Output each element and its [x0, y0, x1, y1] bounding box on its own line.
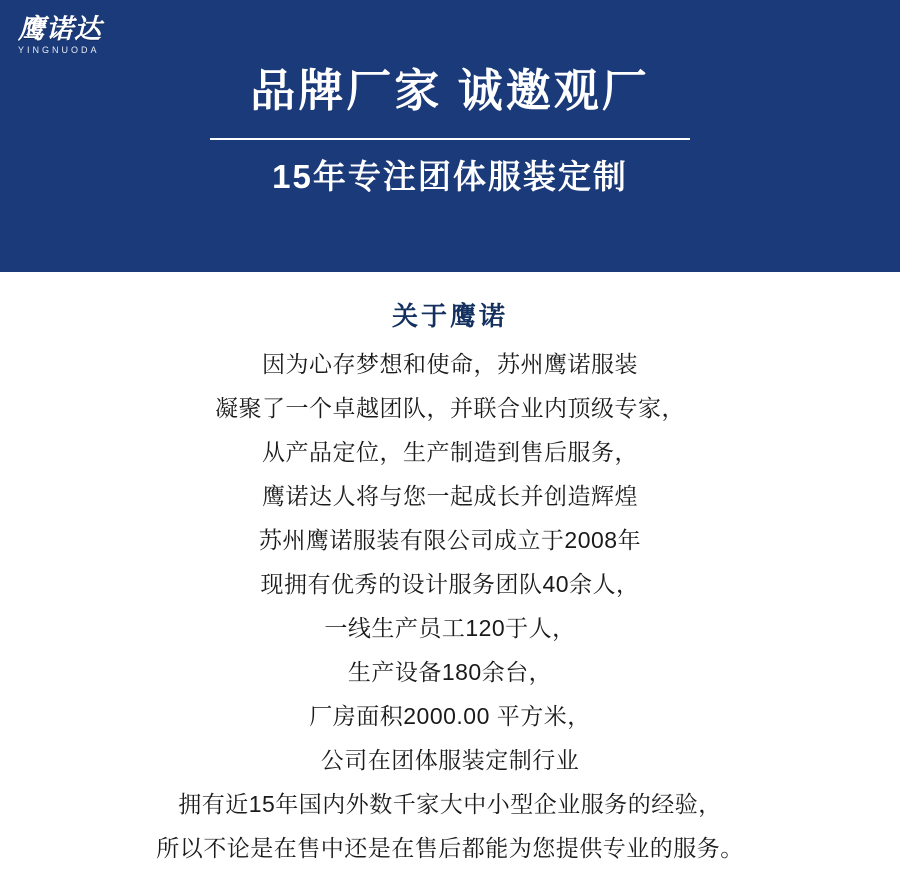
banner-content: [0, 0, 900, 272]
about-line: 生产设备180余台，: [347, 659, 553, 685]
brand-logo-subname: YINGNUODA: [18, 45, 100, 55]
about-line: 苏州鹰诺服装有限公司成立于2008年: [258, 527, 642, 553]
banner-divider: [210, 138, 690, 140]
about-line: 公司在团体服装定制行业: [320, 747, 580, 773]
about-body: [0, 342, 900, 870]
about-line: 因为心存梦想和使命，苏州鹰诺服装: [262, 351, 638, 377]
hero-banner: [0, 0, 900, 272]
about-line: 凝聚了一个卓越团队，并联合业内顶级专家，: [215, 395, 685, 421]
about-line: 从产品定位，生产制造到售后服务，: [262, 439, 638, 465]
banner-subtitle: 15年专注团体服装定制: [272, 158, 628, 195]
about-line: 厂房面积2000.00 平方米，: [309, 703, 591, 729]
about-line: 所以不论是在售中还是在售后都能为您提供专业的服务。: [156, 835, 744, 861]
about-line: 一线生产员工120于人，: [324, 615, 576, 641]
banner-title: 品牌厂家 诚邀观厂: [250, 65, 650, 116]
about-section: [0, 272, 900, 870]
brand-logo-name: 鹰诺达: [18, 14, 102, 44]
about-line: 现拥有优秀的设计服务团队40余人，: [260, 571, 640, 597]
about-line: 拥有近15年国内外数千家大中小型企业服务的经验，: [178, 791, 722, 817]
about-heading: 关于鹰诺: [391, 301, 508, 331]
about-line: 鹰诺达人将与您一起成长并创造辉煌: [262, 483, 638, 509]
